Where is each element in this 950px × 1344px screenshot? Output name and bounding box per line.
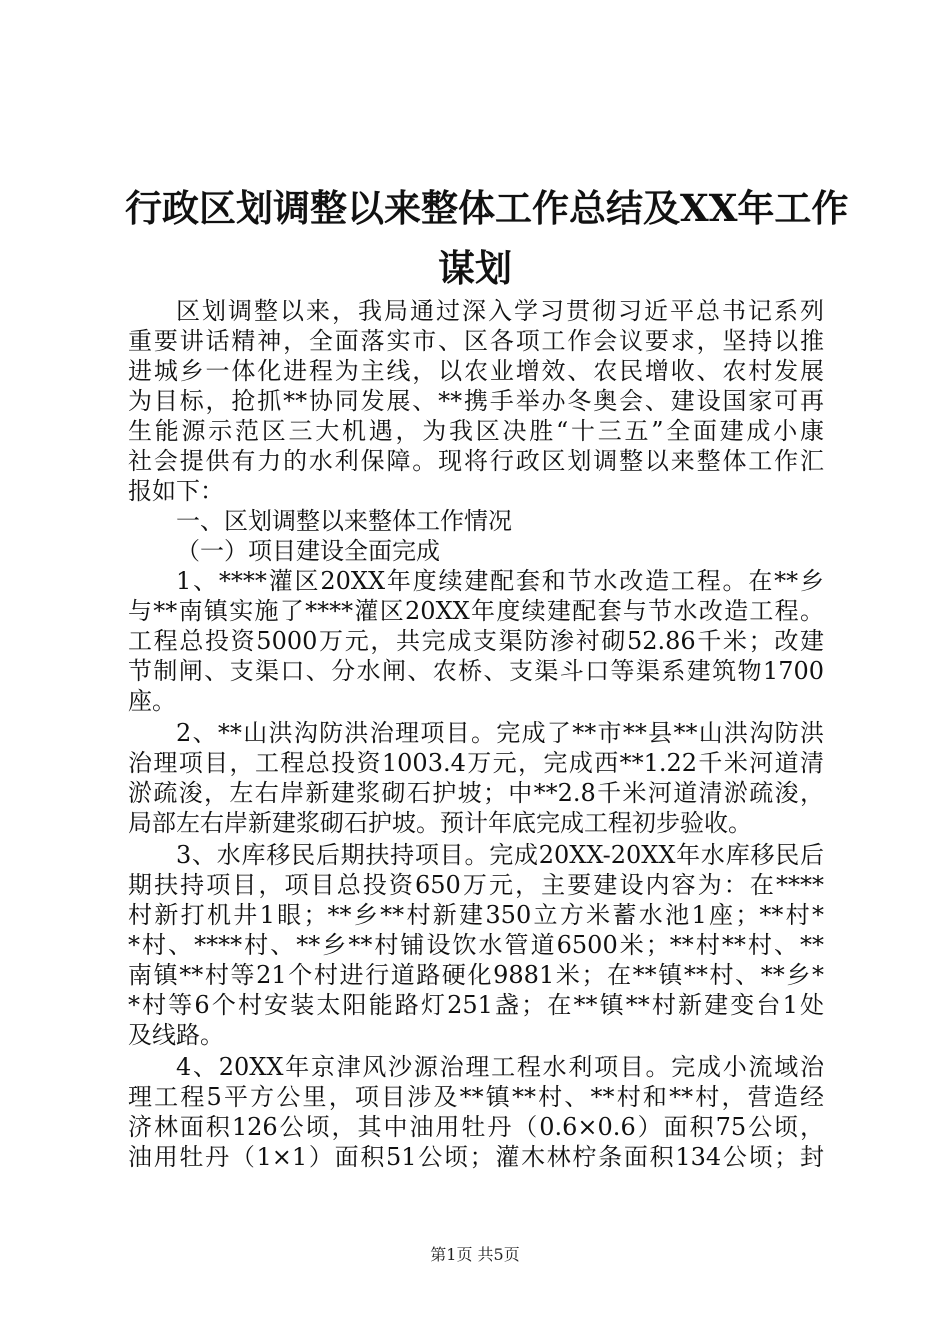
paragraph-line: 2、**山洪沟防洪治理项目。完成了**市**县**山洪沟防洪 — [176, 719, 824, 747]
paragraph-line: 局部左右岸新建浆砌石护坡。预计年底完成工程初步验收。 — [128, 809, 752, 837]
paragraph-line: 重要讲话精神，全面落实市、区各项工作会议要求，坚持以推 — [128, 327, 824, 355]
paragraph-line: 生能源示范区三大机遇，为我区决胜“十三五”全面建成小康 — [128, 417, 824, 445]
paragraph-line: 座。 — [128, 687, 176, 715]
paragraph-line: *村等6个村安装太阳能路灯251盏；在**镇**村新建变台1处 — [128, 991, 824, 1019]
paragraph-line: 南镇**村等21个村进行道路硬化9881米；在**镇**村、**乡* — [128, 961, 824, 989]
document-body — [128, 296, 824, 1172]
document-title-line-2: 谋划 — [438, 246, 512, 290]
paragraph-line: *村、****村、**乡**村铺设饮水管道6500米；**村**村、** — [128, 931, 824, 959]
paragraph-line: 及线路。 — [128, 1021, 224, 1049]
paragraph-line: 区划调整以来，我局通过深入学习贯彻习近平总书记系列 — [176, 297, 824, 325]
paragraph-line: 理工程5平方公里，项目涉及**镇**村、**村和**村，营造经 — [128, 1083, 824, 1111]
paragraph-line: 期扶持项目，项目总投资650万元，主要建设内容为：在**** — [128, 871, 824, 899]
paragraph-line: 社会提供有力的水利保障。现将行政区划调整以来整体工作汇 — [128, 447, 824, 475]
paragraph-line: 1、****灌区20XX年度续建配套和节水改造工程。在**乡 — [176, 567, 824, 595]
paragraph-line: 4、20XX年京津风沙源治理工程水利项目。完成小流域治 — [176, 1053, 824, 1081]
paragraph-line: 济林面积126公顷，其中油用牡丹（0.6×0.6）面积75公顷， — [128, 1113, 824, 1141]
page-number-footer: 第1页 共5页 — [430, 1245, 520, 1264]
document-title-line-1: 行政区划调整以来整体工作总结及XX年工作 — [125, 186, 849, 230]
paragraph-line: 与**南镇实施了****灌区20XX年度续建配套与节水改造工程。 — [128, 597, 824, 625]
paragraph-line: 报如下： — [128, 477, 224, 505]
paragraph-line: 3、水库移民后期扶持项目。完成20XX-20XX年水库移民后 — [176, 841, 824, 869]
paragraph-line: 工程总投资5000万元，共完成支渠防渗衬砌52.86千米；改建 — [128, 627, 824, 655]
paragraph-line: 油用牡丹（1×1）面积51公顷；灌木林柠条面积134公顷；封 — [128, 1143, 824, 1171]
paragraph-line: 淤疏浚，左右岸新建浆砌石护坡；中**2.8千米河道清淤疏浚， — [128, 779, 824, 807]
paragraph-line: 治理项目，工程总投资1003.4万元，完成西**1.22千米河道清 — [128, 749, 824, 777]
paragraph-line: 进城乡一体化进程为主线，以农业增效、农民增收、农村发展 — [128, 357, 824, 385]
section-heading: 一、区划调整以来整体工作情况 — [176, 507, 512, 535]
subsection-heading: （一）项目建设全面完成 — [176, 537, 440, 565]
paragraph-line: 为目标，抢抓**协同发展、**携手举办冬奥会、建设国家可再 — [128, 387, 824, 415]
paragraph-line: 村新打机井1眼；**乡**村新建350立方米蓄水池1座；**村* — [128, 901, 824, 929]
paragraph-line: 节制闸、支渠口、分水闸、农桥、支渠斗口等渠系建筑物1700 — [128, 657, 824, 685]
